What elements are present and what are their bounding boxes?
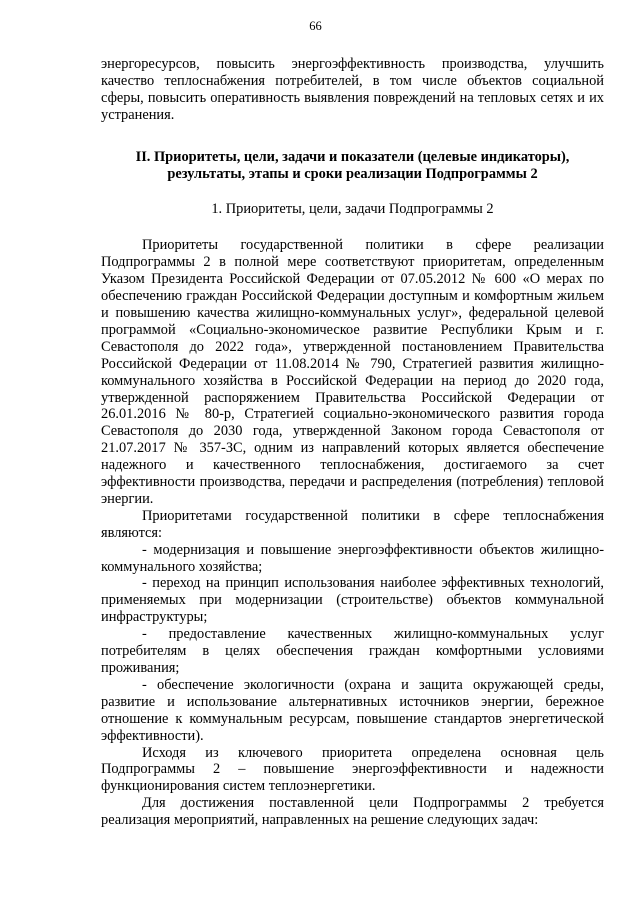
subsection-heading: 1. Приоритеты, цели, задачи Подпрограммы 2 xyxy=(211,201,494,218)
list-item: - модернизация и повышение энергоэффективности объектов жилищно-коммунального хозяйства; xyxy=(101,541,604,575)
list-item: - переход на принцип использования наиболее эффективных технологий, применяемых при модернизации (строительстве) объектов коммунальной инфраструктуры; xyxy=(101,575,604,626)
paragraph-tasks: Для достижения поставленной цели Подпрограммы 2 требуется реализация мероприятий, направленных на решение следующих задач: xyxy=(101,795,604,829)
list-item: - предоставление качественных жилищно-коммунальных услуг потребителям в целях обеспечения граждан комфортными условиями проживания; xyxy=(101,626,604,676)
paragraph-continuation: энергоресурсов, повысить энергоэффективность производства, улучшить качество теплоснабжения потребителей, в том числе объектов социальной сферы, повысить оперативность выявления повреждений на тепловых сетях и их устранения. xyxy=(101,56,604,123)
list-item: - обеспечение экологичности (охрана и защита окружающей среды, развитие и использование альтернативных источников энергии, бережное отношение к коммунальным ресурсам, повышение стандартов энергетической эффективности). xyxy=(101,676,604,744)
section-heading: II. Приоритеты, цели, задачи и показатели (целевые индикаторы), результаты, этапы и сроки реализации Подпрограммы 2 xyxy=(135,148,570,182)
paragraph-priorities: Приоритеты государственной политики в сфере реализации Подпрограммы 2 в полной мере соответствуют приоритетам, определенным Указом Президента Российской Федерации от 07.05.2012 № 600 «О мерах по обеспечению граждан Российской Федерации доступным и комфортным жильем и повышению качества жилищно-коммунальных услуг», федеральной целевой программой «Социально-экономическое развитие Республики Крым и г. Севастополя до 2022 года», утвержденной постановлением Правительства Российской Федерации от 11.08.2014 № 790, Стратегией развития жилищно-коммунального хозяйства в Российской Федерации на период до 2020 года, утвержденной распоряжением Правительства Российской Федерации от 26.01.2016 № 80-р, Стратегией социально-экономического развития города Севастополя до 2030 года, утвержденной Законом города Севастополя от 21.07.2017 № 357-ЗС, одним из направлений которых является обеспечение надежного и качественного теплоснабжения, достигаемого за счет эффективности производства, передачи и распределения (потребления) тепловой энергии. xyxy=(101,237,604,507)
document-body xyxy=(101,56,604,829)
paragraph-heat-intro: Приоритетами государственной политики в сфере теплоснабжения являются: xyxy=(101,507,604,541)
paragraph-goal: Исходя из ключевого приоритета определена основная цель Подпрограммы 2 – повышение энергоэффективности и надежности функционирования систем теплоэнергетики. xyxy=(101,744,604,795)
page-number: 66 xyxy=(309,19,322,33)
